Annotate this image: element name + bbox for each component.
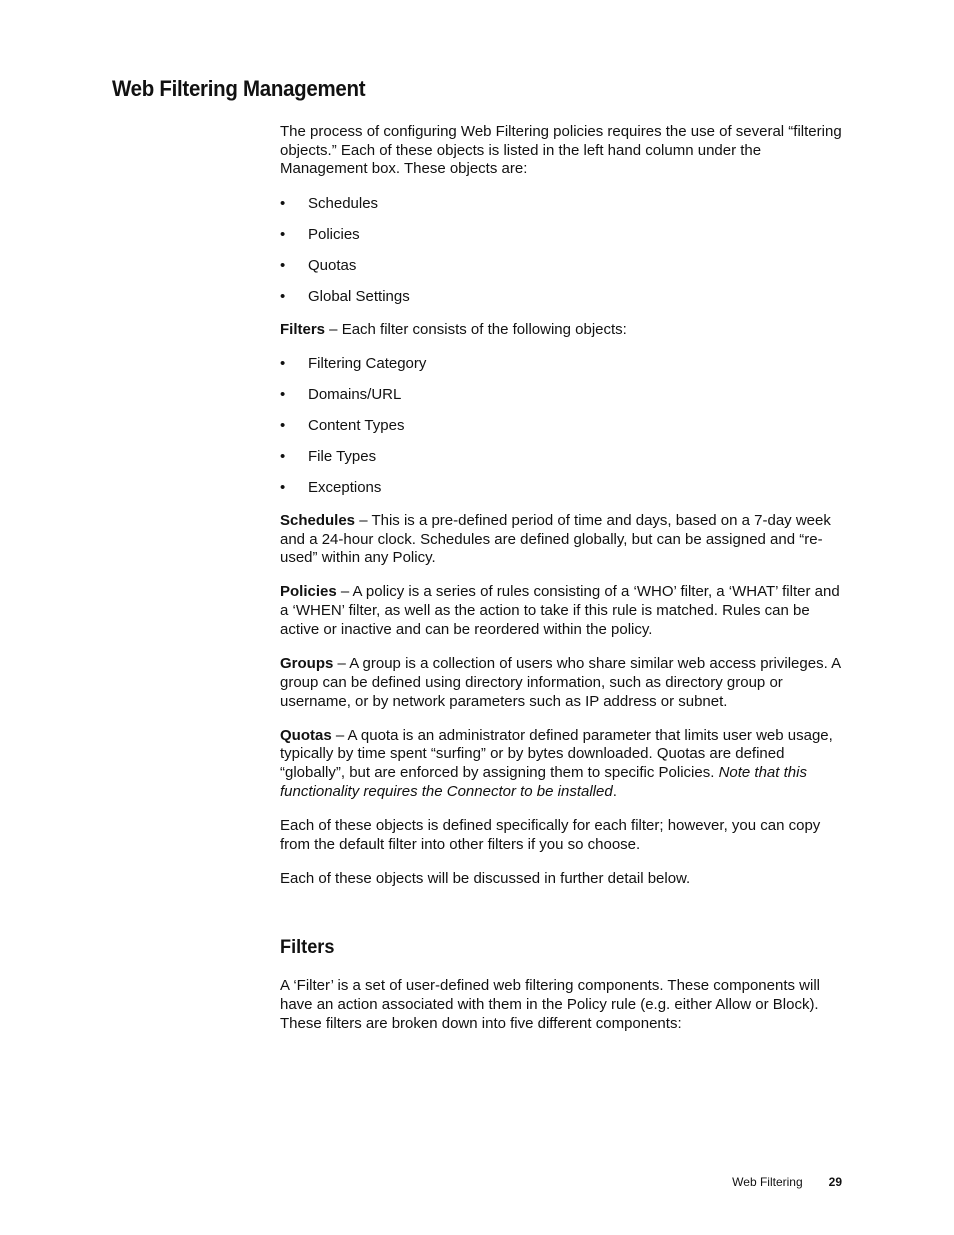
list-item: • Quotas: [280, 256, 357, 274]
page-footer: [732, 1175, 842, 1189]
list-item: • Schedules: [280, 194, 379, 212]
page-title: Web Filtering Management: [112, 76, 366, 101]
bullet-icon: •: [280, 479, 286, 497]
list-item: • Content Types: [280, 416, 405, 434]
copy-note-paragraph: Each of these objects is defined specifically for each filter; however, you can copy from the default filter into other filters if you so choose.: [280, 817, 821, 853]
groups-paragraph: Groups – A group is a collection of users who share similar web access privileges. A group can be defined using directory information, such as directory group or username, or by network parameters such as IP address or subnet.: [280, 655, 841, 710]
bullet-icon: •: [280, 354, 286, 372]
schedules-term: Schedules: [280, 511, 356, 529]
page-number: 29: [828, 1175, 842, 1189]
objects-list: [280, 195, 845, 307]
intro-paragraph: The process of configuring Web Filtering policies requires the use of several “filtering objects.” Each of these objects is listed in the left hand column under the Management box. These objects are:: [280, 123, 842, 178]
schedules-paragraph: Schedules – This is a pre-defined period of time and days, based on a 7-day week and a 24-hour clock. Schedules are defined globally, but can be assigned and “re-used” within any Policy.: [280, 511, 831, 567]
bullet-icon: •: [280, 225, 286, 243]
section-title: Filters: [280, 935, 335, 958]
footer-section-name: Web Filtering: [732, 1175, 803, 1189]
bullet-icon: •: [280, 385, 286, 403]
list-item: • Exceptions: [280, 479, 382, 497]
groups-term: Groups: [280, 655, 334, 673]
bullet-icon: •: [280, 416, 286, 434]
bullet-icon: •: [280, 256, 286, 274]
list-item: • Policies: [280, 225, 360, 243]
section-paragraph: A ‘Filter’ is a set of user-defined web filtering components. These components will have an action associated with them in the Policy rule (e.g. either Allow or Block). These filters are broken down into five different components:: [280, 977, 820, 1032]
list-item: • File Types: [280, 448, 377, 466]
quotas-term: Quotas: [280, 726, 332, 744]
filters-term: Filters: [280, 320, 326, 338]
list-item: • Global Settings: [280, 287, 410, 305]
detail-note-paragraph: Each of these objects will be discussed in further detail below.: [280, 869, 691, 887]
bullet-icon: •: [280, 448, 286, 466]
list-item: • Domains/URL: [280, 385, 402, 403]
quotas-note: Note that this functionality requires the Connector to be installed: [280, 764, 807, 800]
bullet-icon: •: [280, 194, 286, 212]
policies-paragraph: Policies – A policy is a series of rules consisting of a ‘WHO’ filter, a ‘WHAT’ filter and a ‘WHEN’ filter, as well as the action to take if this rule is matched. Rules can be active or inactive and can be reordered within the policy.: [280, 583, 840, 638]
bullet-icon: •: [280, 287, 286, 305]
filter-objects-list: [280, 355, 845, 498]
filters-paragraph: Filters – Each filter consists of the following objects:: [280, 320, 627, 338]
quotas-paragraph: Quotas – A quota is an administrator defined parameter that limits user web usage, typically by time spent “surfing” or by bytes downloaded. Quotas are defined “globally”, but are enforced by assigning them to specific Policies. Note that this functionality requires the Connector to be installed.: [280, 726, 833, 800]
body-column: [280, 123, 845, 1049]
policies-term: Policies: [280, 583, 337, 601]
list-item: • Filtering Category: [280, 354, 427, 372]
